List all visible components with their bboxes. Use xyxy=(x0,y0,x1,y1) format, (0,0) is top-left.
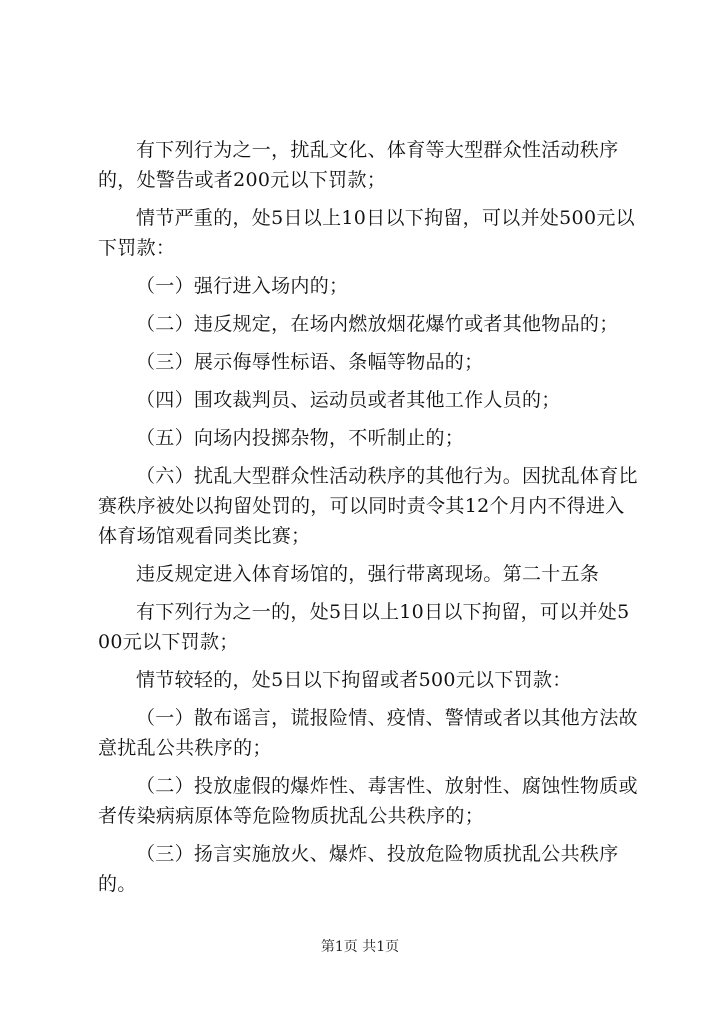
paragraph-1: 有下列行为之一，扰乱文化、体育等大型群众性活动秩序的，处警告或者200元以下罚款； xyxy=(98,139,619,191)
paragraph-7: （五）向场内投掷杂物，不听制止的； xyxy=(136,427,465,449)
paragraph-2: 情节严重的，处5日以上10日以下拘留，可以并处500元以下罚款： xyxy=(98,207,635,259)
paragraph-6: （四）围攻裁判员、运动员或者其他工作人员的； xyxy=(136,389,561,411)
paragraph-14: （三）扬言实施放火、爆炸、投放危险物质扰乱公共秩序的。 xyxy=(98,843,619,895)
paragraph-8: （六）扰乱大型群众性活动秩序的其他行为。因扰乱体育比赛秩序被处以拘留处罚的，可以同时责令其12个月内不得进入体育场馆观看同类比赛； xyxy=(98,465,638,547)
paragraph-13: （二）投放虚假的爆炸性、毒害性、放射性、腐蚀性物质或者传染病病原体等危险物质扰乱公共秩序的； xyxy=(98,775,638,827)
paragraph-9: 违反规定进入体育场馆的，强行带离现场。第二十五条 xyxy=(136,563,600,585)
paragraph-5: （三）展示侮辱性标语、条幅等物品的； xyxy=(136,351,484,373)
paragraph-11: 情节较轻的，处5日以下拘留或者500元以下罚款： xyxy=(136,669,572,691)
page-number-footer: 第1页 共1页 xyxy=(320,939,400,955)
paragraph-12: （一）散布谣言，谎报险情、疫情、警情或者以其他方法故意扰乱公共秩序的； xyxy=(98,707,638,759)
paragraph-4: （二）违反规定，在场内燃放烟花爆竹或者其他物品的； xyxy=(136,313,619,335)
paragraph-3: （一）强行进入场内的； xyxy=(136,275,349,297)
paragraph-10: 有下列行为之一的，处5日以上10日以下拘留，可以并处500元以下罚款； xyxy=(98,601,630,653)
document-body xyxy=(98,135,638,899)
